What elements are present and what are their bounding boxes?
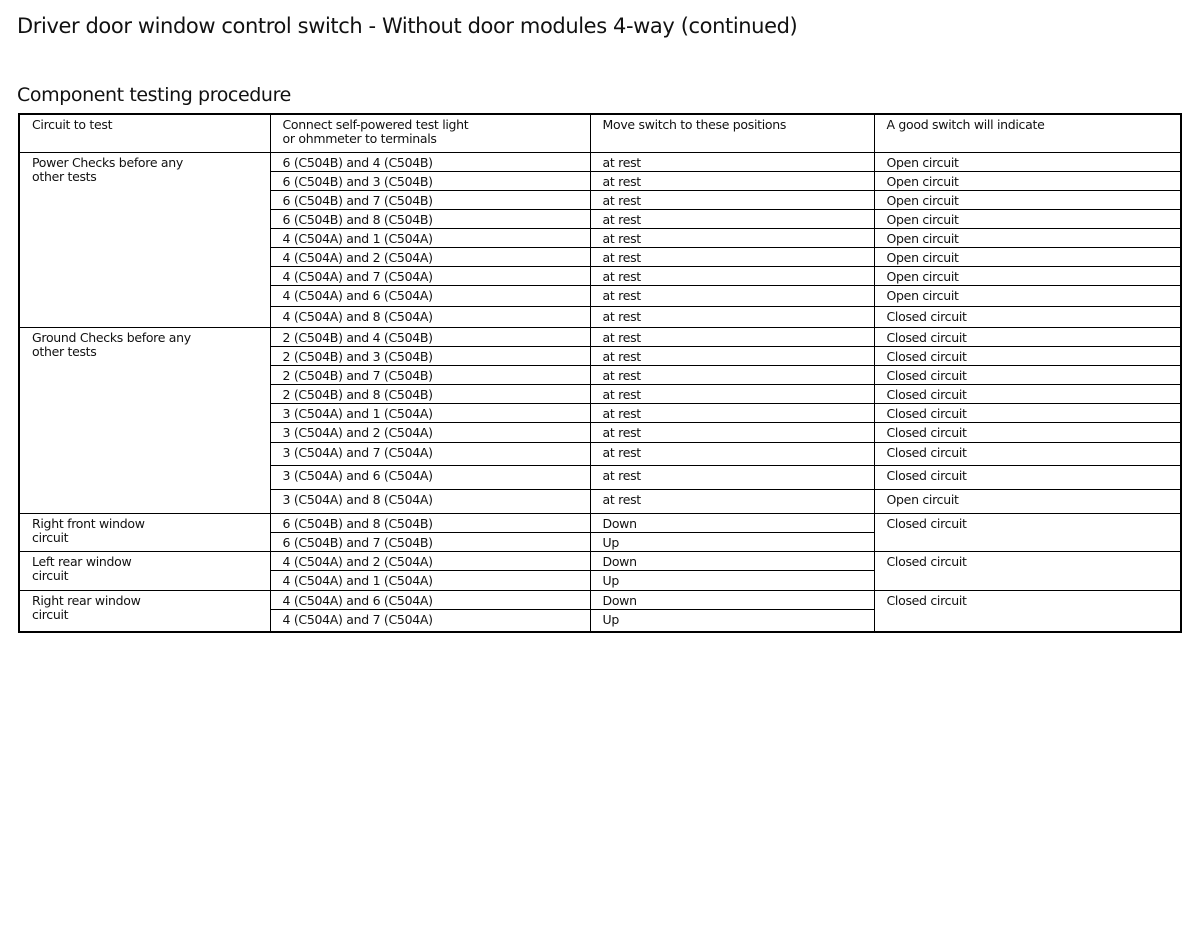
header-terminals: Connect self-powered test light or ohmmeter to terminals — [270, 114, 590, 153]
terminals-cell: 2 (C504B) and 8 (C504B) — [270, 385, 590, 404]
result-cell: Open circuit — [874, 191, 1181, 210]
section-title: Component testing procedure — [17, 84, 291, 106]
table-header-row — [19, 114, 1181, 153]
table-row — [19, 591, 1181, 610]
terminals-cell: 6 (C504B) and 7 (C504B) — [270, 191, 590, 210]
terminals-cell: 4 (C504A) and 7 (C504A) — [270, 267, 590, 286]
position-cell: at rest — [590, 286, 874, 307]
table-row — [19, 153, 1181, 172]
circuit-cell: Left rear window circuit — [19, 552, 270, 591]
component-testing-table — [18, 113, 1182, 633]
result-cell: Closed circuit — [874, 423, 1181, 443]
terminals-cell: 4 (C504A) and 2 (C504A) — [270, 248, 590, 267]
position-cell: at rest — [590, 385, 874, 404]
position-cell: at rest — [590, 307, 874, 328]
position-cell: Down — [590, 591, 874, 610]
position-cell: at rest — [590, 443, 874, 466]
result-cell: Open circuit — [874, 153, 1181, 172]
result-cell: Closed circuit — [874, 591, 1181, 633]
document-title: Driver door window control switch - Without door modules 4-way (continued) — [17, 14, 798, 38]
terminals-cell: 3 (C504A) and 7 (C504A) — [270, 443, 590, 466]
header-expected-result: A good switch will indicate — [874, 114, 1181, 153]
terminals-cell: 6 (C504B) and 8 (C504B) — [270, 514, 590, 533]
terminals-cell: 4 (C504A) and 8 (C504A) — [270, 307, 590, 328]
header-circuit-to-test: Circuit to test — [19, 114, 270, 153]
table-body — [19, 153, 1181, 633]
result-cell: Closed circuit — [874, 385, 1181, 404]
terminals-cell: 6 (C504B) and 3 (C504B) — [270, 172, 590, 191]
terminals-cell: 4 (C504A) and 2 (C504A) — [270, 552, 590, 571]
terminals-cell: 2 (C504B) and 4 (C504B) — [270, 328, 590, 347]
result-cell: Open circuit — [874, 490, 1181, 514]
table-row — [19, 328, 1181, 347]
terminals-cell: 3 (C504A) and 6 (C504A) — [270, 466, 590, 490]
circuit-cell: Right rear window circuit — [19, 591, 270, 633]
position-cell: at rest — [590, 172, 874, 191]
position-cell: Down — [590, 514, 874, 533]
result-cell: Closed circuit — [874, 514, 1181, 552]
terminals-cell: 3 (C504A) and 2 (C504A) — [270, 423, 590, 443]
terminals-cell: 6 (C504B) and 4 (C504B) — [270, 153, 590, 172]
result-cell: Closed circuit — [874, 307, 1181, 328]
result-cell: Open circuit — [874, 267, 1181, 286]
position-cell: at rest — [590, 423, 874, 443]
position-cell: Down — [590, 552, 874, 571]
position-cell: at rest — [590, 490, 874, 514]
position-cell: at rest — [590, 328, 874, 347]
result-cell: Open circuit — [874, 248, 1181, 267]
position-cell: at rest — [590, 347, 874, 366]
terminals-cell: 3 (C504A) and 1 (C504A) — [270, 404, 590, 423]
header-switch-positions: Move switch to these positions — [590, 114, 874, 153]
position-cell: at rest — [590, 267, 874, 286]
result-cell: Closed circuit — [874, 347, 1181, 366]
table-row — [19, 552, 1181, 571]
position-cell: at rest — [590, 229, 874, 248]
position-cell: Up — [590, 571, 874, 591]
terminals-cell: 6 (C504B) and 7 (C504B) — [270, 533, 590, 552]
position-cell: at rest — [590, 191, 874, 210]
position-cell: at rest — [590, 248, 874, 267]
position-cell: Up — [590, 610, 874, 633]
position-cell: at rest — [590, 153, 874, 172]
circuit-cell: Right front window circuit — [19, 514, 270, 552]
position-cell: at rest — [590, 404, 874, 423]
terminals-cell: 3 (C504A) and 8 (C504A) — [270, 490, 590, 514]
terminals-cell: 4 (C504A) and 1 (C504A) — [270, 571, 590, 591]
circuit-cell: Ground Checks before any other tests — [19, 328, 270, 514]
result-cell: Open circuit — [874, 172, 1181, 191]
terminals-cell: 4 (C504A) and 6 (C504A) — [270, 591, 590, 610]
result-cell: Open circuit — [874, 286, 1181, 307]
terminals-cell: 4 (C504A) and 7 (C504A) — [270, 610, 590, 633]
result-cell: Closed circuit — [874, 552, 1181, 591]
position-cell: Up — [590, 533, 874, 552]
result-cell: Closed circuit — [874, 404, 1181, 423]
terminals-cell: 4 (C504A) and 1 (C504A) — [270, 229, 590, 248]
position-cell: at rest — [590, 210, 874, 229]
table-row — [19, 514, 1181, 533]
result-cell: Closed circuit — [874, 466, 1181, 490]
terminals-cell: 6 (C504B) and 8 (C504B) — [270, 210, 590, 229]
result-cell: Open circuit — [874, 229, 1181, 248]
terminals-cell: 4 (C504A) and 6 (C504A) — [270, 286, 590, 307]
circuit-cell: Power Checks before any other tests — [19, 153, 270, 328]
position-cell: at rest — [590, 366, 874, 385]
result-cell: Open circuit — [874, 210, 1181, 229]
result-cell: Closed circuit — [874, 443, 1181, 466]
terminals-cell: 2 (C504B) and 3 (C504B) — [270, 347, 590, 366]
terminals-cell: 2 (C504B) and 7 (C504B) — [270, 366, 590, 385]
position-cell: at rest — [590, 466, 874, 490]
result-cell: Closed circuit — [874, 328, 1181, 347]
result-cell: Closed circuit — [874, 366, 1181, 385]
